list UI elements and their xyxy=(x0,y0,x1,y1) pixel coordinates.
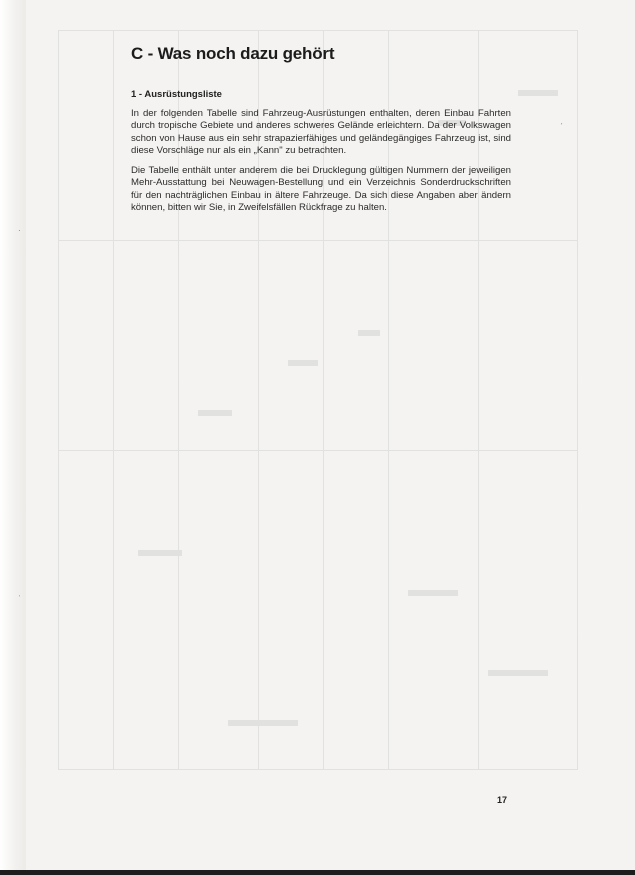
page-binding-edge xyxy=(0,0,26,875)
scan-bottom-edge xyxy=(0,870,635,875)
body-paragraph-2: Die Tabelle enthält unter anderem die bei Drucklegung gültigen Nummern der jeweiligen Mehr-Ausstattung bei Neuwagen-Bestellung und ein Verzeichnis Sonderdruckschriften für den nachträglichen Einbau in ältere Fahrzeuge. Da sich diese Angaben aber ändern können, bitten wir Sie, in Zweifelsfällen Rückfrage zu halten. xyxy=(131,165,511,214)
page-number: 17 xyxy=(497,795,508,805)
body-paragraph-1: In der folgenden Tabelle sind Fahrzeug-Ausrüstungen enthalten, deren Einbau Fahrten durch tropische Gebiete und anderes schweres Gelände erleichtern. Da der Volkswagen schon von Hause aus ein sehr strapazierfähiges und geländegängiges Fahrzeug ist, sind diese Vorschläge nur als ein „Kann" zu betrachten. xyxy=(131,108,511,156)
subsection-title: 1 - Ausrüstungsliste xyxy=(131,89,222,100)
main-content xyxy=(131,44,511,222)
scan-mark: ˈ xyxy=(18,594,21,603)
section-title: C - Was noch dazu gehört xyxy=(131,44,335,63)
scan-mark: · xyxy=(18,226,21,235)
scan-mark: ˏ xyxy=(560,116,563,125)
